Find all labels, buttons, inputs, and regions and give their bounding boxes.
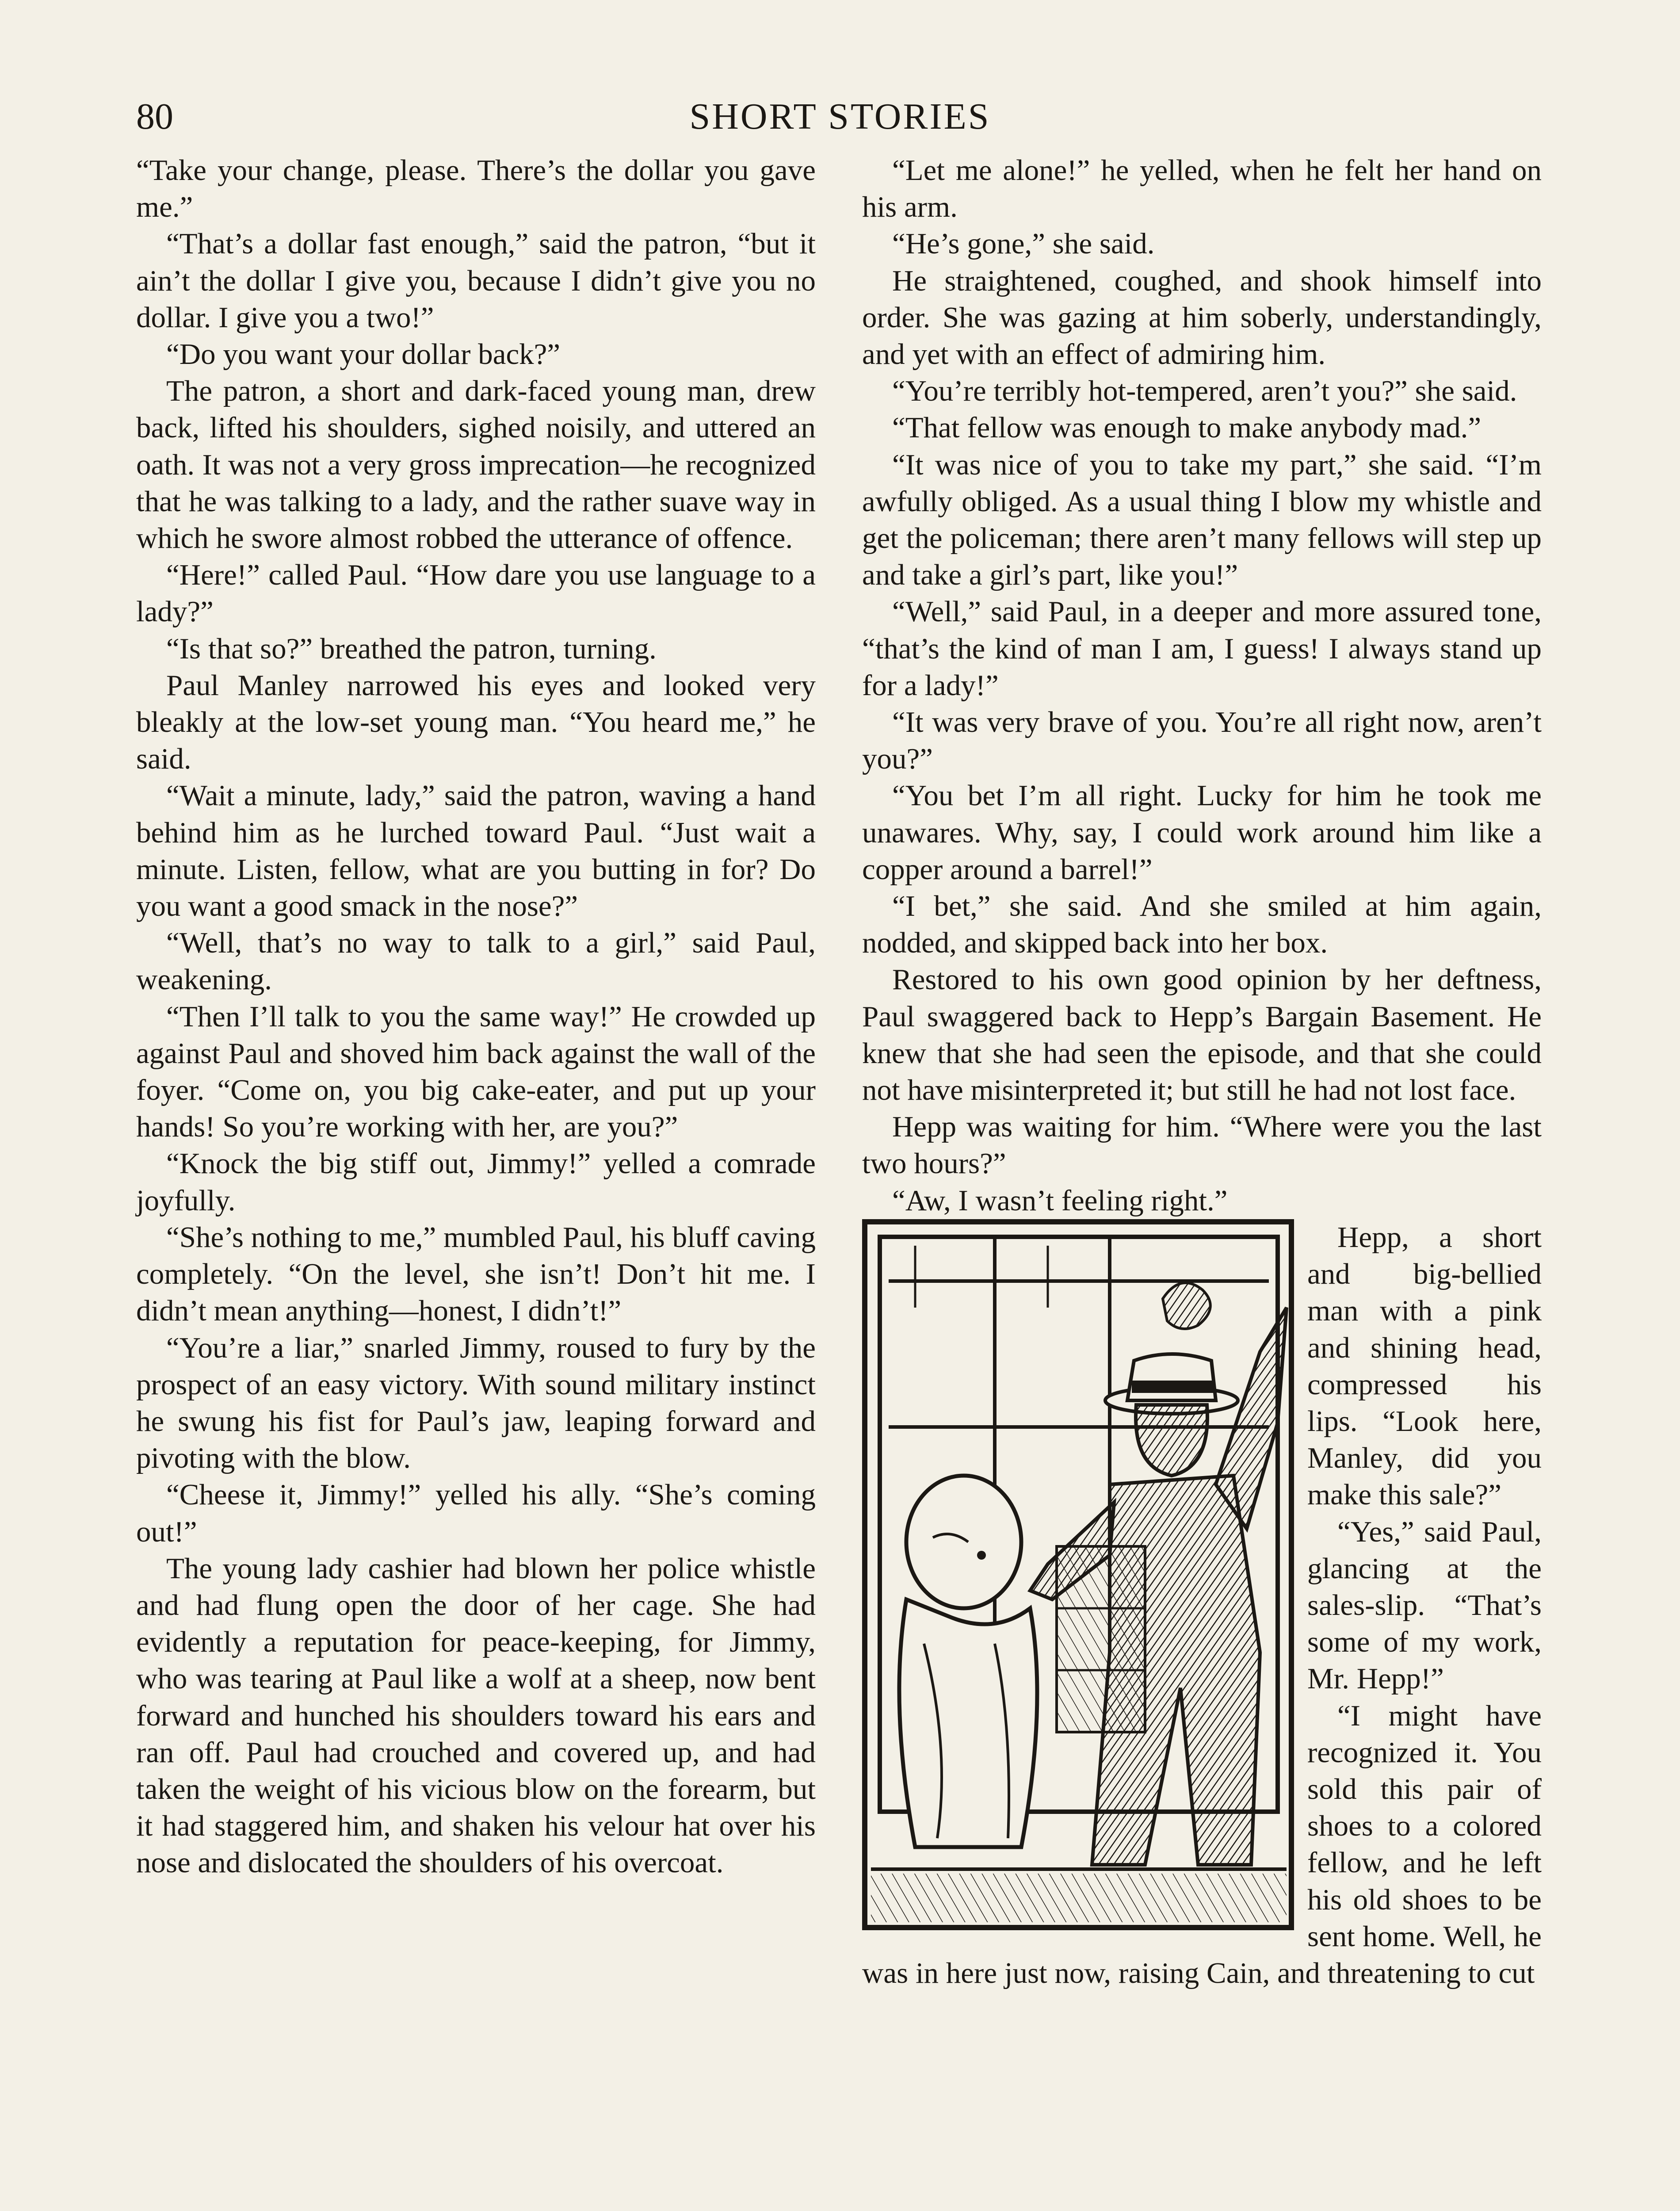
- paragraph: “Let me alone!” he yelled, when he felt her hand on his arm.: [862, 154, 1542, 224]
- paragraph: “Aw, I wasn’t feeling right.”: [892, 1184, 1228, 1217]
- paragraph: “Knock the big stiff out, Jimmy!” yelled a comrade joyfully.: [136, 1147, 816, 1217]
- paragraph: “You bet I’m all right. Lucky for him he took me unawares. Why, say, I could work around him like a copper around a barrel!”: [862, 779, 1542, 886]
- left-column: [136, 152, 816, 1882]
- paragraph: “Take your change, please. There’s the dollar you gave me.”: [136, 154, 816, 224]
- paragraph: He straightened, coughed, and shook himself into order. She was gazing at him soberly, understandingly, and yet with an effect of admiring him.: [862, 264, 1542, 371]
- paragraph: Hepp, a short and big-bellied man with a pink and shining head, compressed his lips. “Look here, Manley, did you make this sale?”: [1307, 1220, 1542, 1511]
- paragraph: “That’s a dollar fast enough,” said the patron, “but it ain’t the dollar I give you, because I didn’t give you no dollar. I give you a two!”: [136, 227, 816, 334]
- paragraph: “Wait a minute, lady,” said the patron, waving a hand behind him as he lurched toward Paul. “Just wait a minute. Listen, fellow, what are you butting in for? Do you want a good smack in the nose?”: [136, 779, 816, 923]
- story-illustration: [862, 1219, 1294, 1930]
- page-number: 80: [136, 96, 173, 137]
- paragraph: “Is that so?” breathed the patron, turning.: [166, 632, 657, 665]
- paragraph: “Well,” said Paul, in a deeper and more assured tone, “that’s the kind of man I am, I guess! I always stand up for a lady!”: [862, 595, 1542, 702]
- paragraph: “Do you want your dollar back?”: [166, 338, 561, 371]
- paragraph: “You’re a liar,” snarled Jimmy, roused to fury by the prospect of an easy victory. With sound military instinct he swung his fist for Paul’s jaw, leaping forward and pivoting with the blow.: [136, 1331, 816, 1475]
- paragraph: Restored to his own good opinion by her deftness, Paul swaggered back to Hepp’s Bargain Basement. He knew that she had seen the episode, and that she could not have misinterpreted it; but still he had not lost face.: [862, 963, 1542, 1107]
- paragraph: Paul Manley narrowed his eyes and looked very bleakly at the low-set young man. “You heard me,” he said.: [136, 669, 816, 776]
- paragraph: “Yes,” said Paul, glancing at the sales-slip. “That’s some of my work, Mr. Hepp!”: [1307, 1515, 1542, 1695]
- paragraph: “I might have recognized it. You sold this pair of shoes to a colored fellow, and he left his old shoes to be sent home. Well, he was in here just now, raising Cain, and threatening to cut: [862, 1699, 1542, 1989]
- right-column: [862, 152, 1542, 1992]
- paragraph: “She’s nothing to me,” mumbled Paul, his bluff caving completely. “On the level, she isn’t! Don’t hit me. I didn’t mean anything—honest, I didn’t!”: [136, 1220, 816, 1327]
- running-head: SHORT STORIES: [689, 96, 991, 137]
- paragraph: Hepp was waiting for him. “Where were you the last two hours?”: [862, 1110, 1542, 1180]
- paragraph: “Then I’ll talk to you the same way!” He crowded up against Paul and shoved him back against the wall of the foyer. “Come on, you big cake-eater, and put up your hands! So you’re working with her, are you?”: [136, 1000, 816, 1144]
- paragraph: “He’s gone,” she said.: [892, 227, 1155, 260]
- paragraph: “Here!” called Paul. “How dare you use language to a lady?”: [136, 558, 816, 628]
- paragraph: The young lady cashier had blown her police whistle and had flung open the door of her cage. She had evidently a reputation for peace-keeping, for Jimmy, who was tearing at Paul like a wolf at a sheep, now bent forward and hunched his shoulders toward his ears and ran off. Paul had crouched and covered up, and had taken the weight of his vicious blow on the forearm, but it had staggered him, and shaken his velour hat over his nose and dislocated the shoulders of his overcoat.: [136, 1552, 816, 1879]
- paragraph: “It was nice of you to take my part,” she said. “I’m awfully obliged. As a usual thing I blow my whistle and get the policeman; there aren’t many fellows will step up and take a girl’s part, like you!”: [862, 448, 1542, 592]
- paragraph: “Cheese it, Jimmy!” yelled his ally. “She’s coming out!”: [136, 1478, 816, 1548]
- paragraph: “I bet,” she said. And she smiled at him again, nodded, and skipped back into her box.: [862, 890, 1542, 960]
- paragraph: “Well, that’s no way to talk to a girl,” said Paul, weakening.: [136, 926, 816, 996]
- paragraph: “You’re terribly hot-tempered, aren’t you?” she said.: [892, 375, 1517, 408]
- paragraph: “That fellow was enough to make anybody mad.”: [892, 411, 1481, 444]
- paragraph: “It was very brave of you. You’re all right now, aren’t you?”: [862, 706, 1542, 776]
- paragraph: The patron, a short and dark-faced young man, drew back, lifted his shoulders, sighed noisily, and uttered an oath. It was not a very gross imprecation—he recognized that he was talking to a lady, and the rather suave way in which he swore almost robbed the utterance of offence.: [136, 375, 816, 555]
